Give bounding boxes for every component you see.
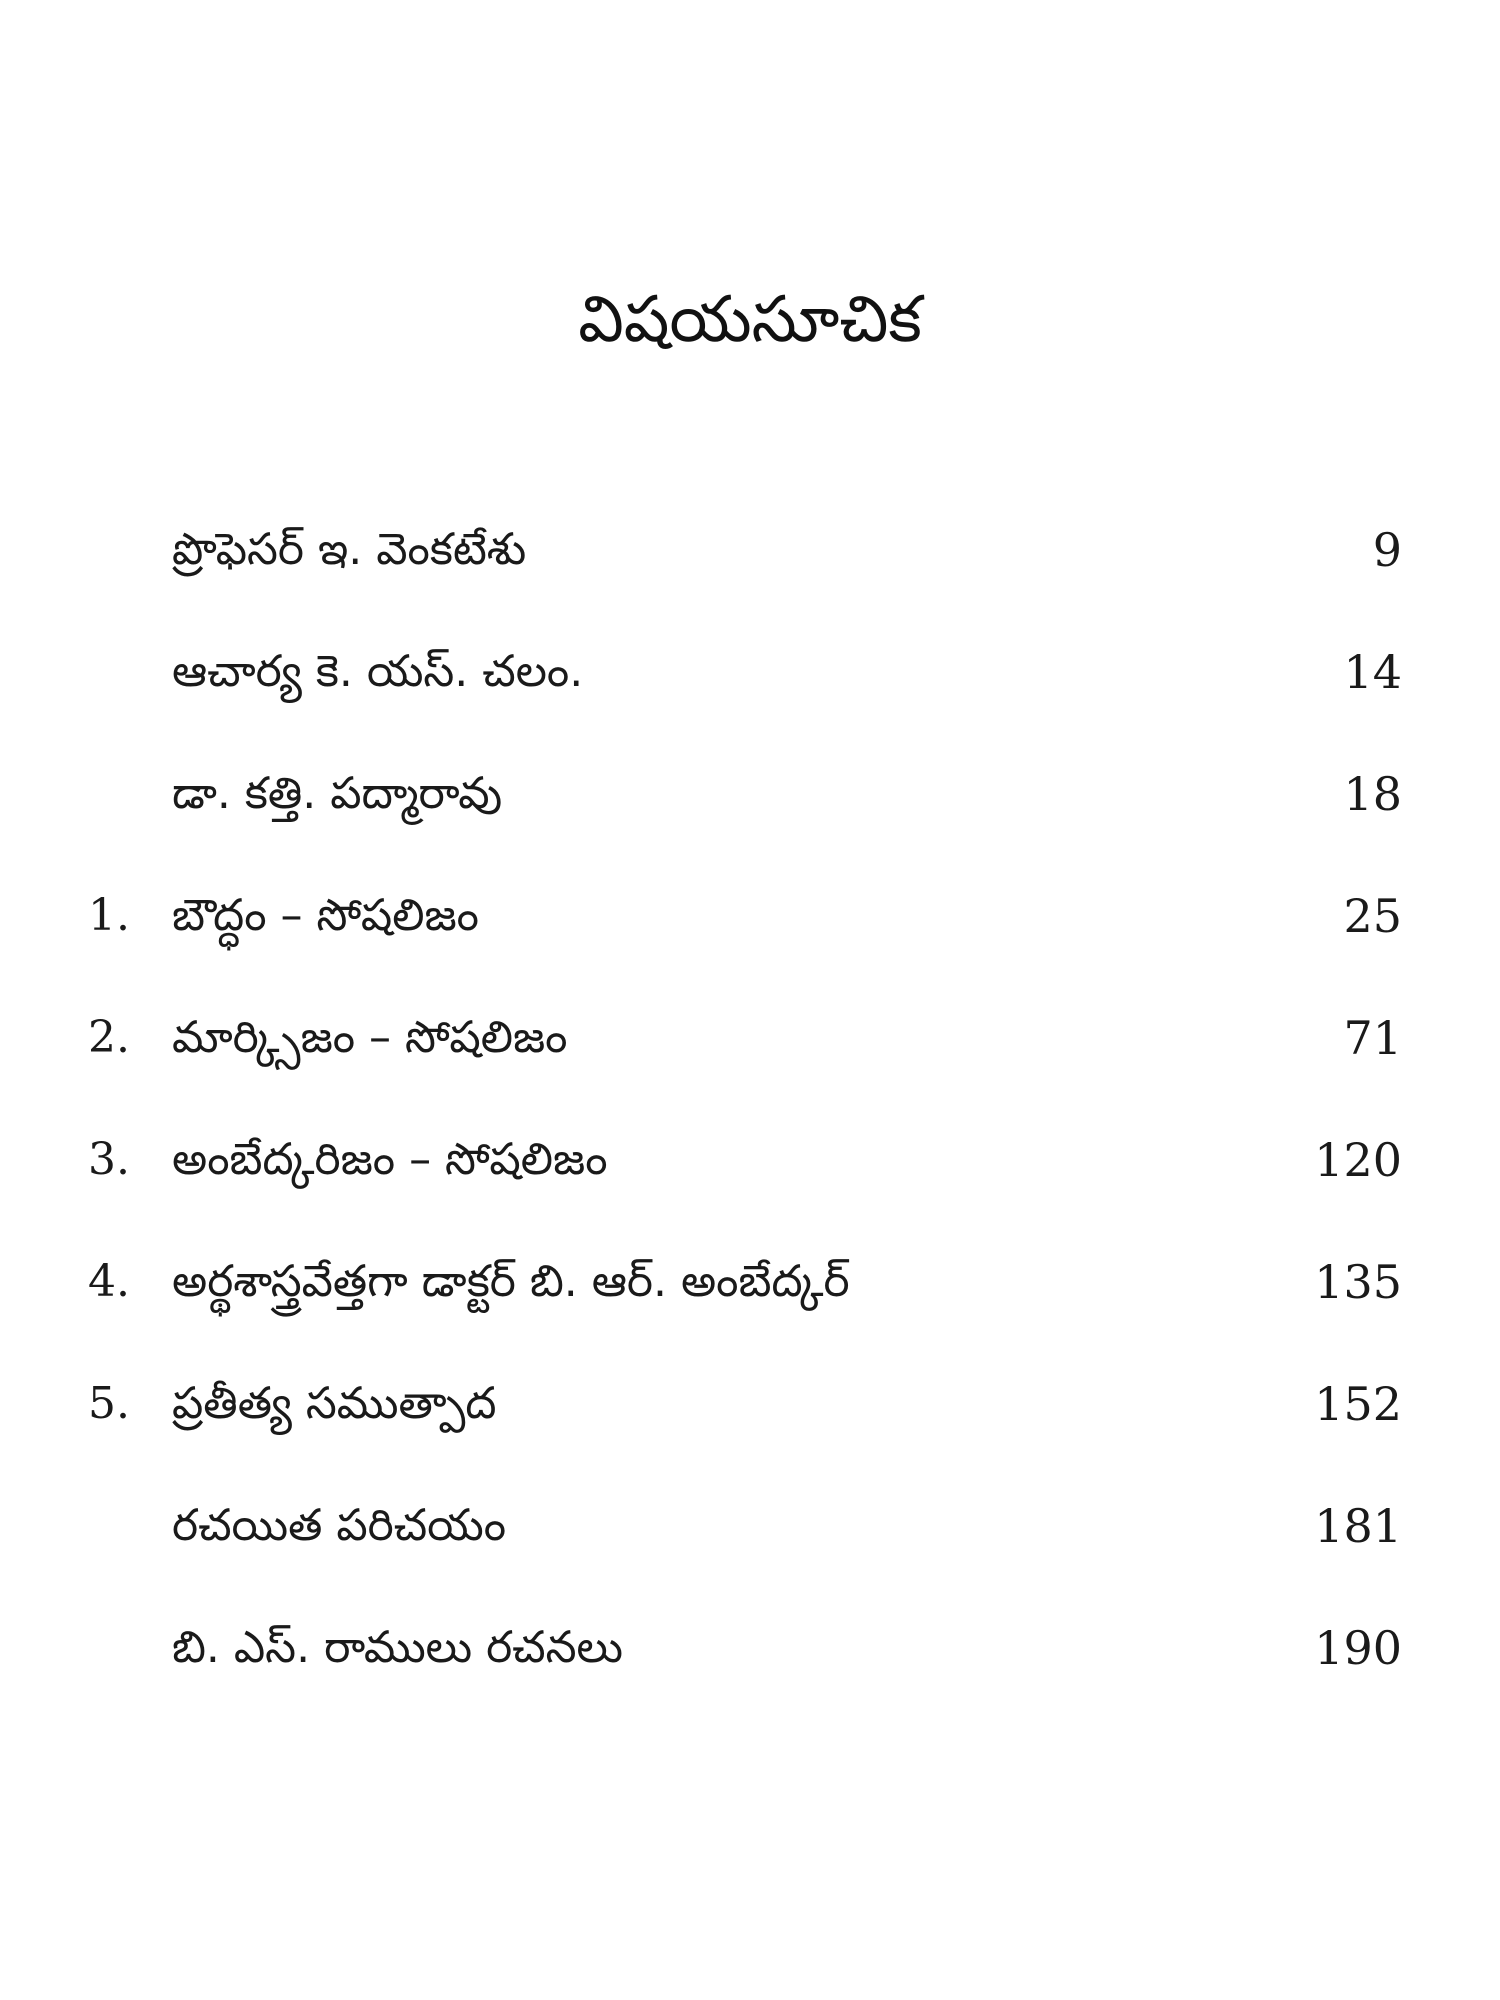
entry-page-number: 120 <box>1314 1133 1402 1187</box>
entry-title: బౌద్ధం – సోషలిజం <box>172 890 479 941</box>
entry-page-number: 18 <box>1343 767 1402 821</box>
entry-title: అర్థశాస్త్రవేత్తగా డాక్టర్ బి. ఆర్. అంబేద్కర్ <box>172 1256 850 1307</box>
entry-title: ఆచార్య కె. యస్. చలం. <box>172 646 584 697</box>
toc-entry <box>0 749 1500 871</box>
entry-page-number: 9 <box>1372 523 1402 577</box>
entry-number: 2. <box>88 1012 130 1063</box>
entry-page-number: 71 <box>1343 1011 1402 1065</box>
toc-entry <box>0 1481 1500 1603</box>
entry-page-number: 25 <box>1343 889 1402 943</box>
entry-number: 3. <box>88 1134 130 1185</box>
toc-entry <box>0 505 1500 627</box>
entry-title: రచయిత పరిచయం <box>172 1500 507 1551</box>
toc-entry <box>0 871 1500 993</box>
toc-entry <box>0 1237 1500 1359</box>
entry-number: 5. <box>88 1378 130 1429</box>
entry-page-number: 190 <box>1314 1621 1402 1675</box>
entry-title: డా. కత్తి. పద్మారావు <box>172 768 503 819</box>
entry-title: ప్రతీత్య సముత్పాద <box>172 1378 497 1429</box>
entry-page-number: 152 <box>1314 1377 1402 1431</box>
toc-entry <box>0 1359 1500 1481</box>
toc-entry <box>0 627 1500 749</box>
entry-page-number: 135 <box>1314 1255 1402 1309</box>
toc-entry <box>0 993 1500 1115</box>
entry-page-number: 181 <box>1314 1499 1402 1553</box>
entry-title: బి. ఎస్. రాములు రచనలు <box>172 1622 623 1673</box>
entry-title: మార్క్సిజం – సోషలిజం <box>172 1012 568 1063</box>
entry-number: 4. <box>88 1256 130 1307</box>
page-title: విషయసూచిక <box>578 283 922 357</box>
table-of-contents <box>0 505 1500 1755</box>
entry-page-number: 14 <box>1343 645 1402 699</box>
entry-number: 1. <box>88 890 130 941</box>
toc-entry <box>0 1603 1500 1725</box>
entry-title: అంబేద్కరిజం – సోషలిజం <box>172 1134 608 1185</box>
toc-entry <box>0 1115 1500 1237</box>
entry-title: ప్రొఫెసర్ ఇ. వెంకటేశు <box>172 524 527 575</box>
